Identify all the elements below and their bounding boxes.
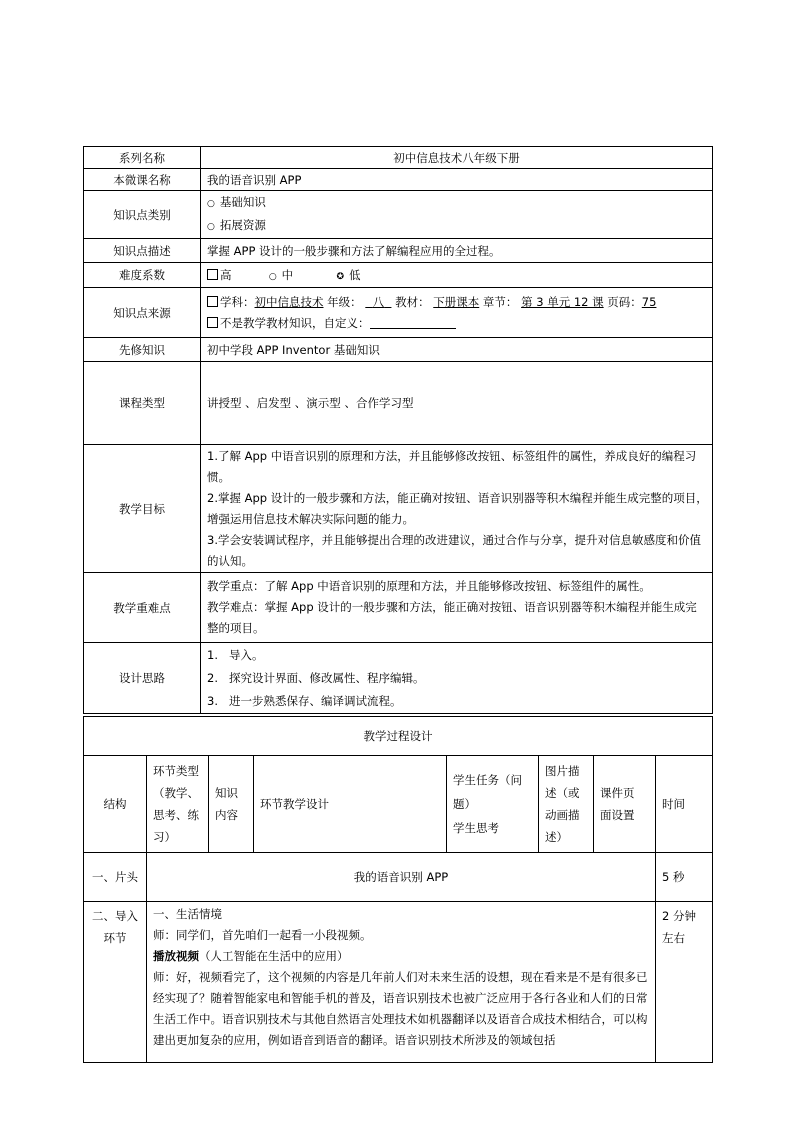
difficulty-low: 低 — [349, 268, 361, 282]
knowledge-type-options — [201, 191, 713, 239]
goal-item: 3.学会安装调试程序，并且能够提出合理的改进建议，通过合作与分享，提升对信息敏感度和价值的认知。 — [207, 532, 701, 568]
header-task: 学生任务（问 题） 学生思考 — [447, 756, 539, 853]
intro-line: 师：同学们，首先咱们一起看一小段视频。 — [153, 928, 372, 942]
header-image: 图片描 述（或 动画描 述） — [539, 756, 594, 853]
goal-item: 1.了解 App 中语音识别的原理和方法，并且能够修改按钮、标签组件的属性，养成良好的编程习惯。 — [207, 448, 697, 484]
design-label: 设计思路 — [84, 643, 201, 714]
header-time: 时间 — [656, 756, 713, 853]
option-basic: ○ 基础知识 — [207, 194, 266, 209]
lesson-value: 我的语音识别 APP — [201, 169, 713, 191]
lesson-label: 本微课名称 — [84, 169, 201, 191]
intro-play: 播放视频（人工智能在生活中的应用） — [153, 949, 349, 963]
source-label: 知识点来源 — [84, 288, 201, 338]
knowledge-type-label: 知识点类别 — [84, 191, 201, 239]
source-subject: 初中信息技术 — [254, 294, 324, 309]
circle-mark-icon: ○ — [207, 221, 215, 232]
source-chapter: 第 3 单元 12 课 — [521, 294, 604, 309]
hard-point: 教学难点：掌握 App 设计的一般步骤和方法，能正确对按钮、语音识别器等积木编程并能生成完整的项目。 — [207, 600, 697, 635]
difficulty-options — [201, 263, 713, 288]
design-item: 2. 探究设计界面、修改属性、程序编辑。 — [207, 670, 425, 685]
series-value: 初中信息技术八年级下册 — [201, 147, 713, 169]
intro-body: 师：好，视频看完了，这个视频的内容是几年前人们对未来生活的设想，现在看来是不是有很多已经实现了？随着智能家电和智能手机的普及，语音识别技术也被广泛应用于各行各业和人们的日常生活工作中。语音识别技术与其他自然语言处理技术如机器翻译以及语音合成技术相结合，可以构建出更加复杂的应用，例如语音到语音的翻译。语音识别技术所涉及的领域包括 — [153, 970, 648, 1047]
key-point: 教学重点：了解 App 中语音识别的原理和方法，并且能够修改按钮、标签组件的属性。 — [207, 579, 651, 593]
intro-content — [147, 902, 656, 1063]
design-item: 3. 进一步熟悉保存、编译调试流程。 — [207, 693, 402, 708]
opening-content: 我的语音识别 APP — [147, 853, 656, 902]
description-label: 知识点描述 — [84, 239, 201, 263]
header-design: 环节教学设计 — [254, 756, 447, 853]
course-type-label: 课程类型 — [84, 362, 201, 445]
difficulty-high: 高 — [220, 268, 232, 282]
filled-circle-mark-icon: ✪ — [336, 272, 345, 282]
course-type-value: 讲授型 、启发型 、演示型 、合作学习型 — [201, 362, 713, 445]
intro-heading: 一、生活情境 — [153, 907, 222, 921]
source-other: 不是教学教材知识，自定义： — [220, 315, 370, 330]
source-grade: 八 — [372, 294, 385, 309]
source-details: 学科：初中信息技术 年级： 八 教材： 下册课本 章节： 第 3 单元 12 课 页码：75 不是教学教材知识，自定义： — [201, 288, 713, 338]
header-segment-type: 环节类型 （教学、 思考、练 习） — [147, 756, 209, 853]
prior-value: 初中学段 APP Inventor 基础知识 — [201, 338, 713, 362]
source-book: 下册课本 — [433, 294, 480, 309]
intro-structure: 二、导入 环节 — [84, 902, 147, 1063]
opening-structure: 一、片头 — [84, 853, 147, 902]
description-value: 掌握 APP 设计的一般步骤和方法了解编程应用的全过程。 — [201, 239, 713, 263]
square-checkbox-icon — [207, 296, 218, 307]
design-list — [201, 643, 713, 714]
header-slide: 课件页 面设置 — [594, 756, 656, 853]
source-page: 75 — [641, 294, 657, 309]
header-structure: 结构 — [84, 756, 147, 853]
difficulty-label: 难度系数 — [84, 263, 201, 288]
goal-item: 2.掌握 App 设计的一般步骤和方法，能正确对按钮、语音识别器等积木编程并能生成完整的项目，增强运用信息技术解决实际问题的能力。 — [207, 490, 708, 526]
circle-mark-icon: ○ — [207, 198, 215, 209]
intro-time: 2 分钟 左右 — [656, 902, 713, 1063]
goals-label: 教学目标 — [84, 445, 201, 573]
process-title: 教学过程设计 — [84, 717, 713, 756]
square-checkbox-icon — [207, 317, 218, 328]
goals-list — [201, 445, 713, 573]
series-label: 系列名称 — [84, 147, 201, 169]
custom-blank-line — [370, 316, 456, 329]
header-knowledge: 知识 内容 — [209, 756, 254, 853]
option-extended: ○ 拓展资源 — [207, 217, 266, 232]
circle-mark-icon: ○ — [268, 272, 277, 282]
key-points — [201, 573, 713, 643]
prior-label: 先修知识 — [84, 338, 201, 362]
lesson-info-table — [83, 146, 713, 714]
teaching-process-table — [83, 716, 713, 1063]
design-item: 1. 导入。 — [207, 647, 264, 662]
difficulty-mid: 中 — [281, 268, 294, 282]
opening-time: 5 秒 — [656, 853, 713, 902]
square-checkbox-icon — [207, 269, 218, 280]
key-points-label: 教学重难点 — [84, 573, 201, 643]
